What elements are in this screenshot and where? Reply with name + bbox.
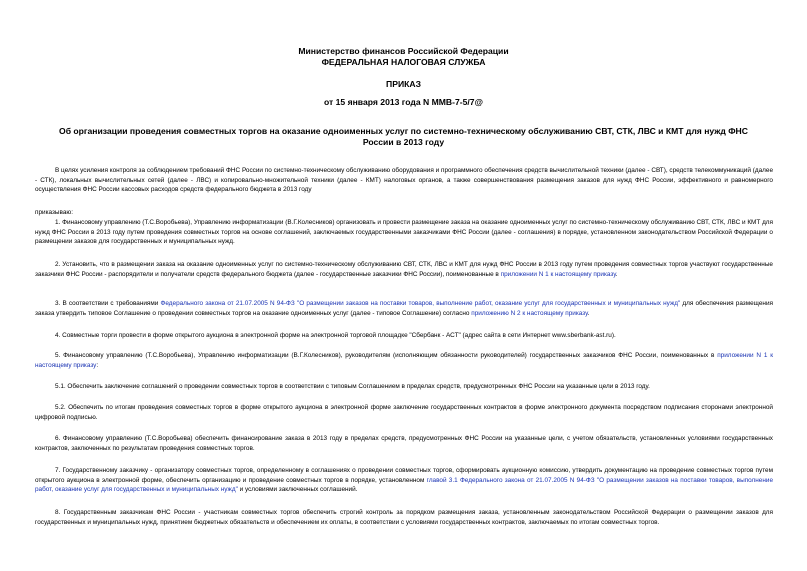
document-type: ПРИКАЗ [386,79,421,89]
item-5-end: : [96,361,99,369]
item-7-end: и условиями заключенных соглашений. [237,486,358,494]
item-3-link-federal-law[interactable]: Федерального закона от 21.07.2005 N 94-ФЗ "О размещении заказов на поставки товаров, выполнение работ, оказание услуг для государственных и муниципальных нужд" [160,300,681,307]
document-title-line2: России в 2013 году [362,137,445,147]
item-3-link-appendix-2[interactable]: приложению N 2 к настоящему приказу [471,309,588,317]
paragraph-item-1: 1. Финансовому управлению (Т.С.Воробьева), Управлению информатизации (В.Г.Колесников) организовать и провести размещение заказа на оказание одноименных услуг по системно-техническому обслуживанию СВТ, СТК, ЛВС и КМТ для нужд ФНС России в 2013 году путем проведения совместных торгов на основе соглашений, заключаемых государственными заказчиками ФНС России (далее - соглашения) в порядке, установленном законодательством Российской Федерации о размещении заказов для государственных и муниципальных нужд. [35,219,773,246]
paragraph-item-4: 4. Совместные торги провести в форме открытого аукциона в электронной форме на электронной торговой площадке "Сбербанк - АСТ" (адрес сайта в сети Интернет www.sberbank-ast.ru). [55,332,616,339]
item-5-link-appendix-1[interactable]: приложении N 1 к настоящему приказу [35,352,773,369]
item-7-text: 7. Государственному заказчику - организатору совместных торгов, определенному в соглашениях о проведении совместных торгов, сформировать аукционную комиссию, утвердить документацию на проведение совместных торгов путем открытого аукциона в электронной форме, обеспечить организацию и проведение совместных торгов в порядке, установленном [35,467,773,484]
paragraph-item-3 [35,299,773,318]
intro-paragraph: В целях усиления контроля за соблюдением требований ФНС России по системно-техническому обслуживанию оборудования и программного обеспечения средств вычислительной техники (далее - СВТ), средств телекоммуникаций (далее - СТК), локальных вычислительных сетей (далее - ЛВС) и копировально-множительной техники (далее - КМТ) налоговых органов, а также совершенствования размещения заказов для нужд ФНС России, эффективного и равномерного осуществления ФНС России кассовых расходов средств федерального бюджета в 2013 году [35,167,773,194]
item-3-end: . [587,309,590,317]
paragraph-item-2 [35,260,773,279]
item-2-end: . [615,270,618,278]
paragraph-item-6: 6. Финансовому управлению (Т.С.Воробьева) обеспечить финансирование заказа в 2013 году в пределах средств, предусмотренных ФНС России на указанные цели, с учетом обязательств, установленных условиями государственных контрактов, заключенных по результатам проведения совместных торгов. [35,435,773,452]
paragraph-item-5 [35,351,773,370]
ministry-name: Министерство финансов Российской Федерации [298,46,509,56]
paragraph-item-5-2: 5.2. Обеспечить по итогам проведения совместных торгов в форме открытого аукциона в электронной форме заключение государственных контрактов в форме электронного документа посредством подписания сторонами электронной цифровой подписью. [35,404,773,421]
paragraph-item-7 [35,466,773,495]
document-title-line1: Об организации проведения совместных торгов на оказание одноименных услуг по системно-техническому обслуживанию СВТ, СТК, ЛВС и КМТ для нужд ФНС [59,126,748,136]
item-3-text-b: для обеспечения размещения заказа утвердить типовое Соглашение о проведении совместных торгов на оказание одноименных услуг (далее - типовое Соглашение) согласно [35,300,773,317]
document-date-number: от 15 января 2013 года N ММВ-7-5/7@ [324,97,483,107]
item-2-text: 2. Установить, что в размещении заказа на оказание одноименных услуг по системно-техническому обслуживанию СВТ, СТК, ЛВС и КМТ для нужд ФНС России в 2013 году путем проведения совместных торгов участвуют государственные заказчики ФНС России - распорядители и получатели средств федерального бюджета (далее - государственные заказчики ФНС России), поименованные в [35,261,773,278]
item-5-text: 5. Финансовому управлению (Т.С.Воробьева), Управлению информатизации (В.Г.Колесников), руководителям (исполняющим обязанности руководителей) государственных заказчиков ФНС России, поименованных в [55,352,718,359]
paragraph-item-8: 8. Государственным заказчикам ФНС России - участникам совместных торгов обеспечить строгий контроль за порядком размещения заказа, установленным законодательством Российской Федерации о размещении заказов для государственных и муниципальных нужд, принятием бюджетных обязательств и обеспечением их оплаты, в соответствии с условиями государственных контрактов, заключаемых по итогам совместных торгов. [35,509,773,526]
service-name: ФЕДЕРАЛЬНАЯ НАЛОГОВАЯ СЛУЖБА [321,57,486,67]
order-word: приказываю: [35,209,73,216]
item-7-link-chapter-3-1[interactable]: главой 3.1 Федерального закона от 21.07.2005 N 94-ФЗ "О размещении заказов на поставки товаров, выполнение работ, оказание услуг для государственных и муниципальных нужд" [35,476,773,494]
paragraph-item-5-1: 5.1. Обеспечить заключение соглашений о проведении совместных торгов в соответствии с типовым Соглашением в пределах средств, предусмотренных ФНС России на указанные цели в 2013 году. [55,383,650,390]
item-2-link-appendix-1[interactable]: приложении N 1 к настоящему приказу [500,270,616,278]
item-3-text-a: 3. В соответствии с требованиями [55,300,161,307]
